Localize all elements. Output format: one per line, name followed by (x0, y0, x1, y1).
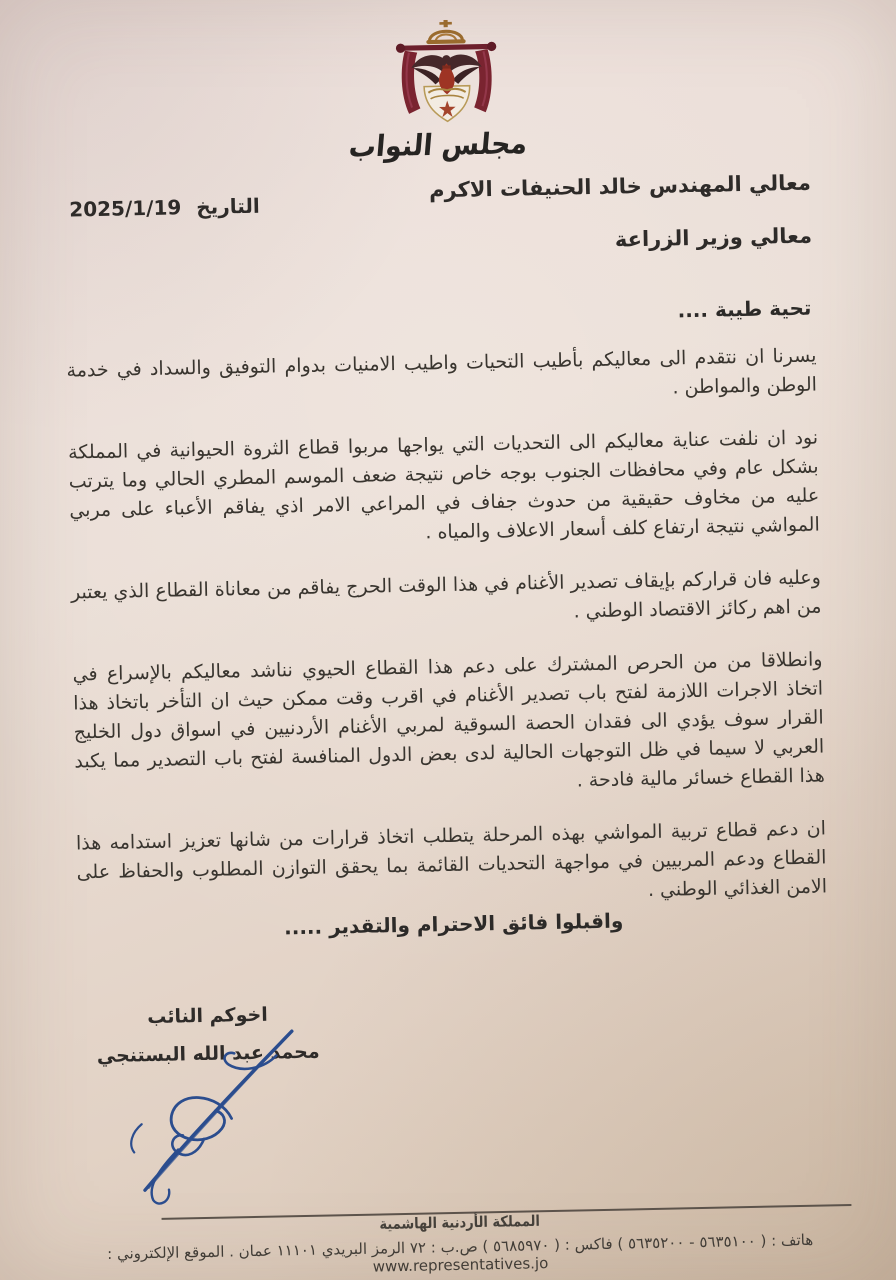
paragraph-3: وعليه فان قراركم بإيقاف تصدير الأغنام في هذا الوقت الحرج يفاقم من معاناة القطاع الذي يعتبر من اهم ركائز الاقتصاد الوطني . (70, 566, 822, 623)
closing-salutation: واقبلوا فائق الاحترام والتقدير ..... (283, 908, 624, 940)
recipient-title: معالي وزير الزراعة (614, 223, 813, 252)
handwritten-signature-icon (80, 1025, 314, 1210)
greeting: تحية طيبة .... (677, 295, 812, 323)
signatory-role: اخوكم النائب (147, 1003, 268, 1029)
date-value: 2025/1/19 (69, 195, 182, 222)
house-of-representatives-calligraphy: مجلس النواب (347, 127, 529, 165)
recipient-name: معالي المهندس خالد الحنيفات الاكرم (428, 170, 812, 203)
jordan-coat-of-arms-icon (388, 19, 506, 139)
paragraph-1: يسرنا ان نتقدم الى معاليكم بأطيب التحيات واطيب الامنيات بدوام التوفيق والسداد في خدمة الوطن والمواطن . (66, 344, 818, 399)
paragraph-5: ان دعم قطاع تربية المواشي بهذه المرحلة يتطلب اتخاذ قرارات من شانها تعزيز استدامه هذا القطاع ودعم المربيين في مواجهة التحديات القائمة بما يحقق التوازن المطلوب والحفاظ على الامن الغذائي الوطني . (75, 817, 828, 902)
signatory-name: محمد عبد الله البستنجي (96, 1040, 320, 1068)
letter-body (66, 342, 828, 941)
date-line (69, 194, 260, 222)
date-label: التاريخ (196, 193, 260, 219)
kingdom-calligraphy: المملكة الأردنية الهاشمية (379, 1213, 541, 1234)
recipient-block (429, 171, 812, 256)
paragraph-4: وانطلاقا من من الحرص المشترك على دعم هذا القطاع الحيوي نناشد معاليكم بالإسراع في اتخاذ الاجرات اللازمة لفتح باب تصدير الأغنام في اقرب وقت ممكن حيث ان التأخر باتخاذ هذا القرار سوف يؤدي الى فقدان الحصة السوقية لمربي الأغنام الأردنيين في اسواق دول الخليج العربي لا سيما في ظل التوجهات الحالية لدى بعض الدول المنافسة لفتح باب التصدير مما يكبد هذا القطاع خسائر مالية فادحة . (72, 648, 826, 792)
footer-contact-line: هاتف : ( ٥٦٣٥١٠٠ - ٥٦٣٥٢٠٠ ) فاكس : ( ٥٦٨٥٩٧٠ ) ص.ب : ٧٢ الرمز البريدي ١١١٠١ عمان . الموقع الإلكتروني : www.representatives.jo (107, 1230, 814, 1276)
paragraph-2: نود ان نلفت عناية معاليكم الى التحديات التي يواجها مربوا قطاع الثروة الحيوانية في المملكة بشكل عام وفي محافظات الجنوب بوجه خاص نتيجة ضعف الموسم المطري الحالي وما يترتب عليه من مخاوف حقيقية من حدوث جفاف في المراعي الامر اذي يفاقم الأعباء على مربي المواشي نتيجة ارتفاع كلف أسعار الاعلاف والمياه . (67, 426, 820, 544)
